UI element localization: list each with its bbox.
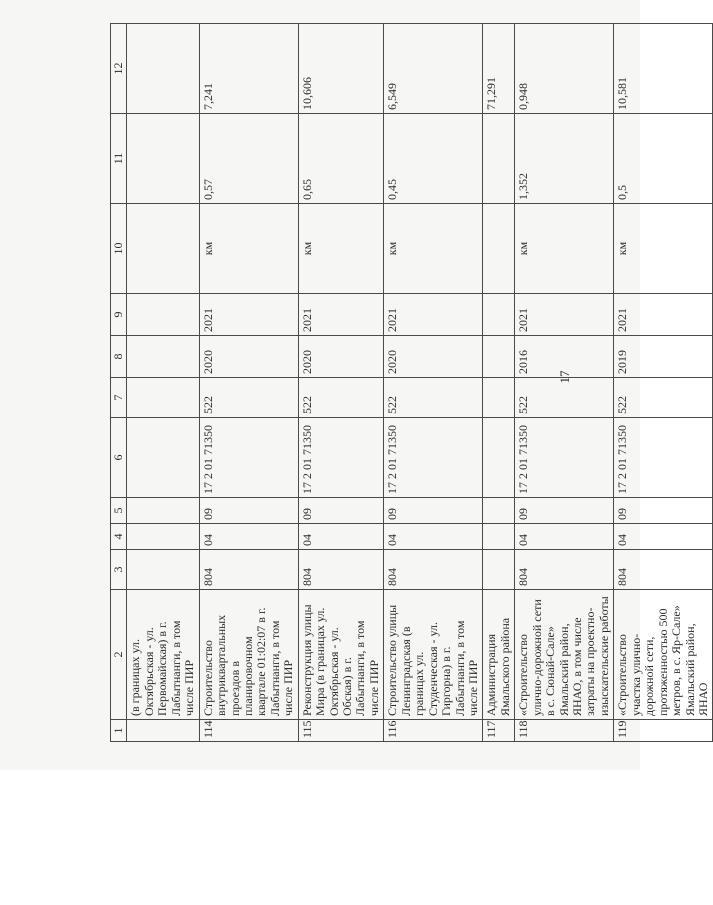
header-cell: 3: [111, 550, 127, 590]
table-cell: 04: [515, 524, 614, 550]
table-cell: 04: [199, 524, 298, 550]
table-cell: 7,241: [199, 24, 298, 114]
table-row: [483, 24, 515, 742]
table-cell: 04: [614, 524, 713, 550]
table-cell: 04: [298, 524, 384, 550]
row-name-cell: «Строительство улично-дорожной сети в с. Сюнай-Сале» Ямальский район, ЯНАО, в том числе затраты на проектно-изыскательские работы: [515, 590, 614, 720]
table-cell: км: [614, 204, 713, 294]
table-cell: 804: [298, 550, 384, 590]
table-cell: 804: [384, 550, 483, 590]
table-cell: 0,65: [298, 114, 384, 204]
table-cell: 2021: [515, 294, 614, 336]
row-number-cell: 116: [384, 720, 483, 742]
row-number-cell: 114: [199, 720, 298, 742]
table-cell: [127, 550, 199, 590]
table-cell: 71,291: [483, 24, 515, 114]
table-cell: [127, 418, 199, 498]
data-table: [110, 23, 713, 742]
table-cell: 2020: [384, 336, 483, 378]
table-cell: 2021: [298, 294, 384, 336]
table-cell: 2016: [515, 336, 614, 378]
table-cell: 804: [614, 550, 713, 590]
row-number-cell: 117: [483, 720, 515, 742]
table-cell: 10,581: [614, 24, 713, 114]
row-name-cell: Реконструкция улицы Мира (в границах ул. Октябрьская - ул. Обская) в г. Лабытнанги, в том числе ПИР: [298, 590, 384, 720]
table-cell: 2020: [298, 336, 384, 378]
table-cell: 0,45: [384, 114, 483, 204]
table-cell: [483, 204, 515, 294]
table-cell: 2020: [199, 336, 298, 378]
table-cell: 0,5: [614, 114, 713, 204]
header-cell: 2: [111, 590, 127, 720]
table-header-row: [111, 24, 127, 742]
row-number-cell: 119: [614, 720, 713, 742]
table-cell: 17 2 01 71350: [298, 418, 384, 498]
table-cell: 10,606: [298, 24, 384, 114]
table-cell: [483, 550, 515, 590]
table-cell: 09: [298, 498, 384, 524]
table-cell: [127, 378, 199, 418]
header-cell: 1: [111, 720, 127, 742]
table-cell: 17 2 01 71350: [614, 418, 713, 498]
table-cell: [127, 24, 199, 114]
table-cell: [483, 498, 515, 524]
table-cell: 6,549: [384, 24, 483, 114]
header-cell: 10: [111, 204, 127, 294]
row-name-cell: Строительство внутриквартальных проездов в планировочном квартале 01:02:07 в г. Лабытнанги, в том числе ПИР: [199, 590, 298, 720]
header-cell: 11: [111, 114, 127, 204]
table-cell: 2021: [199, 294, 298, 336]
table-row: [127, 24, 199, 742]
table-cell: [483, 114, 515, 204]
table-cell: [127, 524, 199, 550]
table-cell: км: [384, 204, 483, 294]
table-cell: 09: [384, 498, 483, 524]
table-cell: 04: [384, 524, 483, 550]
table-cell: 522: [515, 378, 614, 418]
row-name-cell: Строительство улицы Ленинградская (в границах ул. Студенческая - ул. Гиргорна) в г. Лабытнанги, в том числе ПИР: [384, 590, 483, 720]
table-cell: 09: [614, 498, 713, 524]
row-name-cell: Администрация Ямальского района: [483, 590, 515, 720]
table-row: [515, 24, 614, 742]
table-cell: [127, 498, 199, 524]
table-cell: 17 2 01 71350: [384, 418, 483, 498]
table-row: [199, 24, 298, 742]
table-cell: км: [515, 204, 614, 294]
table-cell: 522: [199, 378, 298, 418]
row-number-cell: 115: [298, 720, 384, 742]
table-cell: 09: [515, 498, 614, 524]
table-row: [298, 24, 384, 742]
table-cell: [483, 336, 515, 378]
table-body: [111, 24, 713, 742]
header-cell: 4: [111, 524, 127, 550]
header-cell: 5: [111, 498, 127, 524]
table-cell: [127, 114, 199, 204]
table-cell: 0,57: [199, 114, 298, 204]
table-cell: 522: [298, 378, 384, 418]
row-number-cell: [127, 720, 199, 742]
table-cell: [483, 378, 515, 418]
table-cell: 09: [199, 498, 298, 524]
table-row: [614, 24, 713, 742]
table-cell: 1,352: [515, 114, 614, 204]
table-cell: 17 2 01 71350: [515, 418, 614, 498]
table-row: [384, 24, 483, 742]
table-cell: 0,948: [515, 24, 614, 114]
header-cell: 12: [111, 24, 127, 114]
table-cell: 2021: [384, 294, 483, 336]
header-cell: 8: [111, 336, 127, 378]
header-cell: 9: [111, 294, 127, 336]
page-number: 17: [557, 370, 572, 384]
rotated-table-wrapper: [110, 24, 710, 742]
table-cell: [127, 336, 199, 378]
row-name-cell: «Строительство участка улично-дорожной сети, протяженностью 500 метров, в с. Яр-Сале» Ямальский район, ЯНАО: [614, 590, 713, 720]
table-cell: км: [298, 204, 384, 294]
table-cell: км: [199, 204, 298, 294]
header-cell: 7: [111, 378, 127, 418]
table-cell: 17 2 01 71350: [199, 418, 298, 498]
table-cell: [483, 524, 515, 550]
table-cell: [483, 418, 515, 498]
row-name-cell: (в границах ул. Октябрьская - ул. Первомайская) в г. Лабытнанги, в том числе ПИР: [127, 590, 199, 720]
header-cell: 6: [111, 418, 127, 498]
table-cell: [127, 204, 199, 294]
row-number-cell: 118: [515, 720, 614, 742]
table-cell: [483, 294, 515, 336]
table-cell: 2021: [614, 294, 713, 336]
table-cell: 522: [384, 378, 483, 418]
table-cell: [127, 294, 199, 336]
table-cell: 2019: [614, 336, 713, 378]
table-cell: 804: [515, 550, 614, 590]
table-cell: 804: [199, 550, 298, 590]
table-cell: 522: [614, 378, 713, 418]
